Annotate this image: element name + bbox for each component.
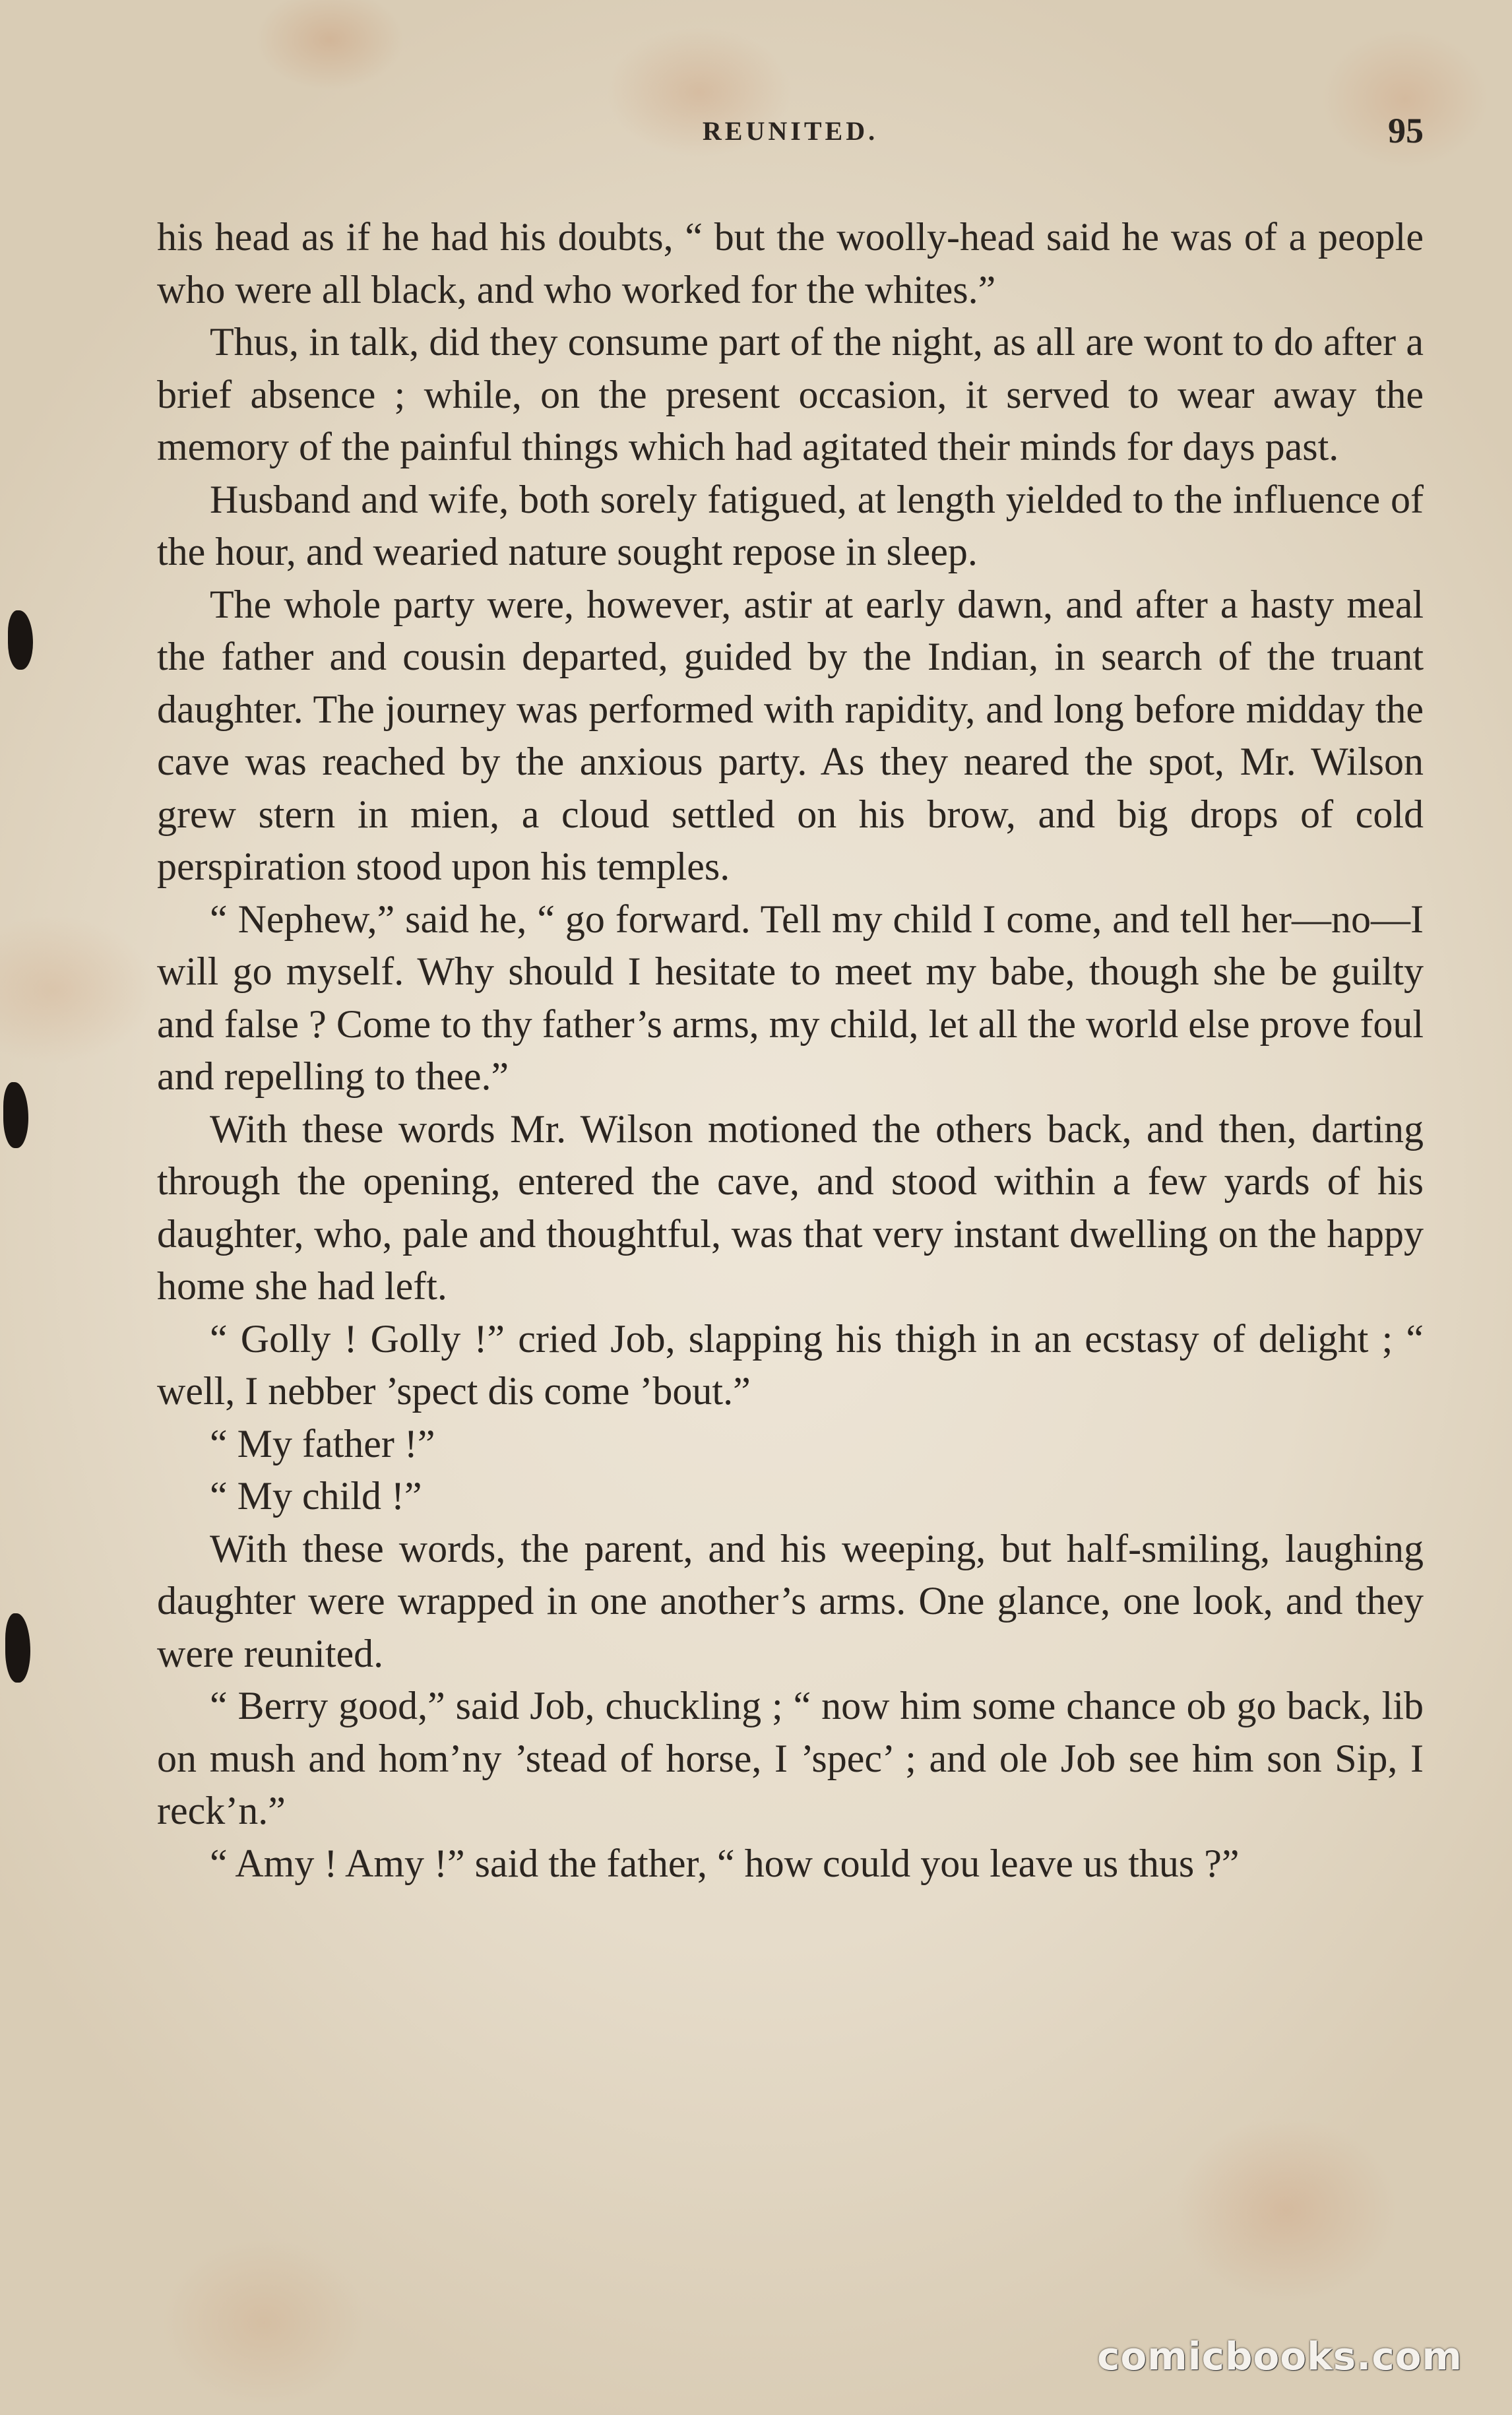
running-head: REUNITED. [702, 116, 879, 146]
paragraph: “ Golly ! Golly !” cried Job, slapping his thigh in an ecstasy of delight ; “ well, I nebber ’spect dis come ’bout.” [157, 1316, 1424, 1413]
page-header [157, 111, 1424, 162]
paragraph: his head as if he had his doubts, “ but the woolly-head said he was of a people who were all black, and who worked for the whites.” [157, 215, 1424, 311]
watermark: comicbooks.com [1097, 2334, 1463, 2379]
binding-hole-middle [3, 1082, 28, 1148]
paragraph: The whole party were, however, astir at early dawn, and after a hasty meal the father and cousin departed, guided by the Indian, in search of the truant daughter. The journey was performed with rapidity, and long before midday the cave was reached by the anxious party. As they neared the spot, Mr. Wilson grew stern in mien, a cloud settled on his brow, and big drops of cold perspiration stood upon his temples. [157, 582, 1424, 888]
paragraph: “ Nephew,” said he, “ go forward. Tell my child I come, and tell her—no—I will go myself. Why should I hesitate to meet my babe, though she be guilty and false ? Come to thy father’s arms, my child, let all the world else prove foul and repelling to thee.” [157, 897, 1424, 1098]
paragraph: “ My father !” [210, 1421, 435, 1465]
binding-hole-bottom [5, 1613, 30, 1683]
page-number: 95 [1388, 111, 1424, 150]
paragraph: With these words Mr. Wilson motioned the others back, and then, darting through the opening, entered the cave, and stood within a few yards of his daughter, who, pale and thoughtful, was that very instant dwelling on the happy home she had left. [157, 1107, 1424, 1308]
paragraph: Thus, in talk, did they consume part of the night, as all are wont to do after a brief absence ; while, on the present occasion, it served to wear away the memory of the painful things which had agitated their minds for days past. [157, 320, 1424, 468]
paragraph: Husband and wife, both sorely fatigued, at length yielded to the influence of the hour, and wearied nature sought repose in sleep. [157, 477, 1424, 573]
paragraph: “ My child !” [210, 1474, 422, 1518]
paragraph: “ Berry good,” said Job, chuckling ; “ now him some chance ob go back, lib on mush and hom’ny ’stead of horse, I ’spec’ ; and ole Job see him son Sip, I reck’n.” [157, 1684, 1424, 1832]
paragraph: “ Amy ! Amy !” said the father, “ how could you leave us thus ?” [210, 1841, 1240, 1885]
paragraph: With these words, the parent, and his weeping, but half-smiling, laughing daughter were wrapped in one another’s arms. One glance, one look, and they were reunited. [157, 1526, 1424, 1675]
body-text [157, 211, 1424, 1890]
binding-hole-top [8, 610, 33, 670]
